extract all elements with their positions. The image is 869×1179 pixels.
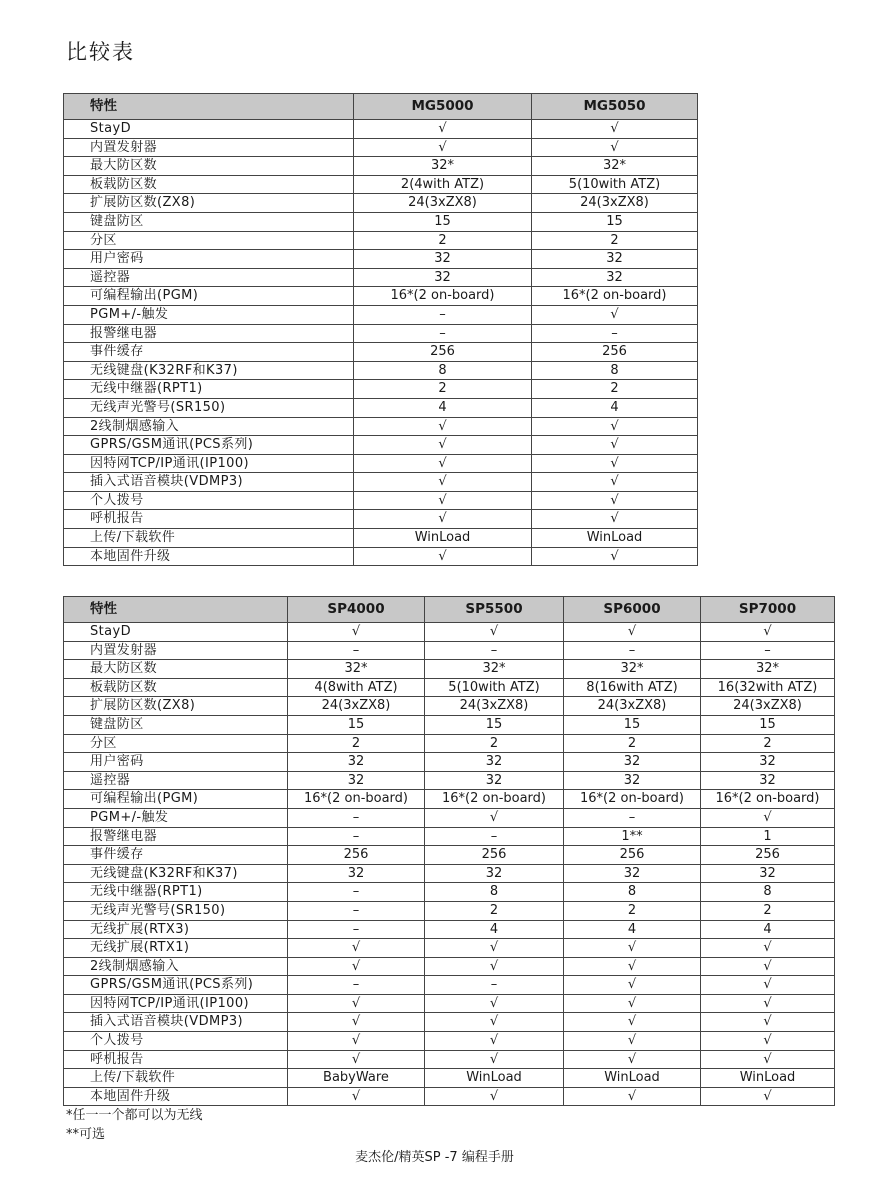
table-row xyxy=(64,1050,835,1069)
value-cell: 8 xyxy=(564,883,701,902)
table-row xyxy=(64,194,698,213)
feature-cell: 键盘防区 xyxy=(64,715,288,734)
value-cell: √ xyxy=(564,994,701,1013)
value-cell: WinLoad xyxy=(564,1069,701,1088)
value-cell: 15 xyxy=(425,715,564,734)
value-cell: √ xyxy=(425,623,564,642)
value-cell: √ xyxy=(288,994,425,1013)
feature-cell: 上传/下载软件 xyxy=(64,1069,288,1088)
value-cell: √ xyxy=(564,1087,701,1106)
feature-cell: 最大防区数 xyxy=(64,660,288,679)
feature-cell: 内置发射器 xyxy=(64,641,288,660)
value-cell: √ xyxy=(532,454,698,473)
value-cell: 16*(2 on-board) xyxy=(354,287,532,306)
value-cell: 256 xyxy=(564,846,701,865)
column-header-feature: 特性 xyxy=(64,94,354,120)
value-cell: √ xyxy=(288,1050,425,1069)
value-cell: 32 xyxy=(701,771,835,790)
table-row xyxy=(64,287,698,306)
column-header-model: SP6000 xyxy=(564,597,701,623)
table-row xyxy=(64,510,698,529)
table-row xyxy=(64,398,698,417)
column-header-model: MG5050 xyxy=(532,94,698,120)
feature-cell: 板载防区数 xyxy=(64,175,354,194)
table-row xyxy=(64,473,698,492)
value-cell: – xyxy=(288,883,425,902)
value-cell: √ xyxy=(354,473,532,492)
value-cell: 32 xyxy=(701,753,835,772)
value-cell: √ xyxy=(425,808,564,827)
feature-cell: StayD xyxy=(64,623,288,642)
value-cell: √ xyxy=(701,808,835,827)
value-cell: 2 xyxy=(425,901,564,920)
feature-cell: 用户密码 xyxy=(64,250,354,269)
table-row xyxy=(64,380,698,399)
value-cell: √ xyxy=(701,1032,835,1051)
value-cell: – xyxy=(425,976,564,995)
page-title: 比较表 xyxy=(66,40,135,64)
feature-cell: 因特网TCP/IP通讯(IP100) xyxy=(64,994,288,1013)
value-cell: √ xyxy=(701,994,835,1013)
value-cell: – xyxy=(425,827,564,846)
value-cell: 32 xyxy=(564,864,701,883)
table-row xyxy=(64,678,835,697)
column-header-model: SP5500 xyxy=(425,597,564,623)
value-cell: 16*(2 on-board) xyxy=(701,790,835,809)
value-cell: √ xyxy=(354,436,532,455)
value-cell: 2 xyxy=(701,901,835,920)
comparison-table-sp xyxy=(63,596,835,1106)
value-cell: – xyxy=(564,641,701,660)
value-cell: – xyxy=(425,641,564,660)
table-row xyxy=(64,212,698,231)
value-cell: 4 xyxy=(354,398,532,417)
feature-cell: 本地固件升级 xyxy=(64,547,354,566)
footnote: **可选 xyxy=(66,1127,106,1142)
value-cell: 32* xyxy=(354,157,532,176)
table-row xyxy=(64,138,698,157)
value-cell: √ xyxy=(532,305,698,324)
table-row xyxy=(64,343,698,362)
feature-cell: 扩展防区数(ZX8) xyxy=(64,697,288,716)
table-row xyxy=(64,120,698,139)
footnotes xyxy=(66,1106,203,1144)
value-cell: 32 xyxy=(701,864,835,883)
table-row xyxy=(64,920,835,939)
table-row xyxy=(64,491,698,510)
table-row xyxy=(64,547,698,566)
value-cell: 32 xyxy=(425,753,564,772)
value-cell: 4 xyxy=(564,920,701,939)
value-cell: √ xyxy=(701,623,835,642)
value-cell: √ xyxy=(425,1013,564,1032)
value-cell: 32* xyxy=(425,660,564,679)
table-row xyxy=(64,901,835,920)
feature-cell: 插入式语音模块(VDMP3) xyxy=(64,1013,288,1032)
value-cell: √ xyxy=(354,417,532,436)
table-row xyxy=(64,883,835,902)
value-cell: – xyxy=(532,324,698,343)
feature-cell: 本地固件升级 xyxy=(64,1087,288,1106)
table-row xyxy=(64,231,698,250)
value-cell: 32* xyxy=(701,660,835,679)
value-cell: √ xyxy=(532,417,698,436)
feature-cell: GPRS/GSM通讯(PCS系列) xyxy=(64,976,288,995)
value-cell: 32* xyxy=(532,157,698,176)
value-cell: 2 xyxy=(701,734,835,753)
value-cell: √ xyxy=(425,939,564,958)
table-row xyxy=(64,957,835,976)
table-row xyxy=(64,1013,835,1032)
value-cell: 32 xyxy=(532,268,698,287)
value-cell: √ xyxy=(564,957,701,976)
table-row xyxy=(64,753,835,772)
value-cell: 15 xyxy=(564,715,701,734)
table-row xyxy=(64,660,835,679)
value-cell: – xyxy=(564,808,701,827)
value-cell: 256 xyxy=(701,846,835,865)
column-header-model: SP4000 xyxy=(288,597,425,623)
table-row xyxy=(64,268,698,287)
comparison-table-mg xyxy=(63,93,698,566)
value-cell: √ xyxy=(354,547,532,566)
value-cell: WinLoad xyxy=(532,529,698,548)
value-cell: 32 xyxy=(564,771,701,790)
value-cell: √ xyxy=(701,957,835,976)
table-row xyxy=(64,864,835,883)
value-cell: 24(3xZX8) xyxy=(354,194,532,213)
value-cell: 15 xyxy=(532,212,698,231)
footnote: *任一一个都可以为无线 xyxy=(66,1108,203,1123)
value-cell: √ xyxy=(425,1050,564,1069)
feature-cell: 2线制烟感输入 xyxy=(64,957,288,976)
feature-cell: PGM+/-触发 xyxy=(64,305,354,324)
value-cell: – xyxy=(288,976,425,995)
feature-cell: 可编程输出(PGM) xyxy=(64,790,288,809)
value-cell: 32 xyxy=(288,753,425,772)
table-row xyxy=(64,436,698,455)
value-cell: 24(3xZX8) xyxy=(701,697,835,716)
value-cell: 8 xyxy=(701,883,835,902)
table-row xyxy=(64,846,835,865)
feature-cell: 报警继电器 xyxy=(64,324,354,343)
feature-cell: 可编程输出(PGM) xyxy=(64,287,354,306)
value-cell: √ xyxy=(532,138,698,157)
value-cell: – xyxy=(288,901,425,920)
value-cell: √ xyxy=(701,1050,835,1069)
value-cell: √ xyxy=(564,939,701,958)
value-cell: 1** xyxy=(564,827,701,846)
feature-cell: 无线中继器(RPT1) xyxy=(64,380,354,399)
value-cell: √ xyxy=(425,994,564,1013)
value-cell: √ xyxy=(288,1013,425,1032)
value-cell: √ xyxy=(532,473,698,492)
feature-cell: 呼机报告 xyxy=(64,510,354,529)
value-cell: √ xyxy=(564,1050,701,1069)
feature-cell: 无线扩展(RTX3) xyxy=(64,920,288,939)
value-cell: 5(10with ATZ) xyxy=(425,678,564,697)
value-cell: √ xyxy=(532,120,698,139)
value-cell: 2 xyxy=(532,231,698,250)
value-cell: 24(3xZX8) xyxy=(564,697,701,716)
feature-cell: 2线制烟感输入 xyxy=(64,417,354,436)
value-cell: 256 xyxy=(532,343,698,362)
table-row xyxy=(64,994,835,1013)
table-row xyxy=(64,417,698,436)
feature-cell: 事件缓存 xyxy=(64,846,288,865)
value-cell: 16*(2 on-board) xyxy=(425,790,564,809)
value-cell: 2 xyxy=(564,734,701,753)
table-row xyxy=(64,361,698,380)
value-cell: √ xyxy=(288,623,425,642)
feature-cell: 呼机报告 xyxy=(64,1050,288,1069)
feature-cell: 无线键盘(K32RF和K37) xyxy=(64,864,288,883)
feature-cell: PGM+/-触发 xyxy=(64,808,288,827)
feature-cell: StayD xyxy=(64,120,354,139)
value-cell: √ xyxy=(564,976,701,995)
value-cell: 32 xyxy=(354,268,532,287)
table-row xyxy=(64,808,835,827)
value-cell: √ xyxy=(564,1013,701,1032)
value-cell: √ xyxy=(354,120,532,139)
value-cell: – xyxy=(354,305,532,324)
value-cell: √ xyxy=(532,510,698,529)
value-cell: 4 xyxy=(701,920,835,939)
feature-cell: 无线声光警号(SR150) xyxy=(64,901,288,920)
value-cell: 32 xyxy=(564,753,701,772)
feature-cell: 个人拨号 xyxy=(64,1032,288,1051)
value-cell: 2 xyxy=(564,901,701,920)
value-cell: 2(4with ATZ) xyxy=(354,175,532,194)
value-cell: 32 xyxy=(425,864,564,883)
value-cell: √ xyxy=(425,957,564,976)
value-cell: 15 xyxy=(701,715,835,734)
column-header-model: MG5000 xyxy=(354,94,532,120)
value-cell: – xyxy=(354,324,532,343)
value-cell: 16*(2 on-board) xyxy=(288,790,425,809)
value-cell: 16*(2 on-board) xyxy=(564,790,701,809)
value-cell: √ xyxy=(701,976,835,995)
value-cell: 2 xyxy=(532,380,698,399)
value-cell: 4(8with ATZ) xyxy=(288,678,425,697)
table-row xyxy=(64,623,835,642)
value-cell: 15 xyxy=(288,715,425,734)
value-cell: √ xyxy=(532,491,698,510)
value-cell: 2 xyxy=(354,231,532,250)
feature-cell: 因特网TCP/IP通讯(IP100) xyxy=(64,454,354,473)
value-cell: √ xyxy=(354,491,532,510)
value-cell: 16(32with ATZ) xyxy=(701,678,835,697)
value-cell: WinLoad xyxy=(354,529,532,548)
value-cell: WinLoad xyxy=(701,1069,835,1088)
value-cell: BabyWare xyxy=(288,1069,425,1088)
value-cell: √ xyxy=(425,1032,564,1051)
table-row xyxy=(64,324,698,343)
value-cell: √ xyxy=(354,510,532,529)
value-cell: 8(16with ATZ) xyxy=(564,678,701,697)
feature-cell: 无线键盘(K32RF和K37) xyxy=(64,361,354,380)
value-cell: 32 xyxy=(288,864,425,883)
feature-cell: 键盘防区 xyxy=(64,212,354,231)
value-cell: √ xyxy=(564,623,701,642)
table-row xyxy=(64,250,698,269)
table-header-row xyxy=(64,597,835,623)
table-row xyxy=(64,1087,835,1106)
value-cell: – xyxy=(288,827,425,846)
value-cell: √ xyxy=(288,1032,425,1051)
feature-cell: 分区 xyxy=(64,231,354,250)
value-cell: 32 xyxy=(354,250,532,269)
value-cell: 256 xyxy=(288,846,425,865)
table-header-row xyxy=(64,94,698,120)
value-cell: 256 xyxy=(425,846,564,865)
feature-cell: 无线扩展(RTX1) xyxy=(64,939,288,958)
value-cell: √ xyxy=(288,939,425,958)
value-cell: 256 xyxy=(354,343,532,362)
feature-cell: 遥控器 xyxy=(64,268,354,287)
value-cell: √ xyxy=(701,1087,835,1106)
table-row xyxy=(64,976,835,995)
value-cell: 2 xyxy=(288,734,425,753)
page-footer: 麦杰伦/精英SP -7 编程手册 xyxy=(355,1150,514,1165)
value-cell: – xyxy=(701,641,835,660)
table-row xyxy=(64,734,835,753)
value-cell: 15 xyxy=(354,212,532,231)
column-header-feature: 特性 xyxy=(64,597,288,623)
value-cell: √ xyxy=(701,939,835,958)
feature-cell: 最大防区数 xyxy=(64,157,354,176)
value-cell: 2 xyxy=(425,734,564,753)
value-cell: √ xyxy=(532,436,698,455)
table-row xyxy=(64,827,835,846)
value-cell: √ xyxy=(288,957,425,976)
table-row xyxy=(64,939,835,958)
value-cell: 4 xyxy=(532,398,698,417)
value-cell: – xyxy=(288,641,425,660)
feature-cell: 无线中继器(RPT1) xyxy=(64,883,288,902)
table-row xyxy=(64,305,698,324)
table-row xyxy=(64,1069,835,1088)
value-cell: 2 xyxy=(354,380,532,399)
value-cell: 24(3xZX8) xyxy=(532,194,698,213)
feature-cell: 个人拨号 xyxy=(64,491,354,510)
feature-cell: GPRS/GSM通讯(PCS系列) xyxy=(64,436,354,455)
table-row xyxy=(64,790,835,809)
value-cell: 32 xyxy=(532,250,698,269)
feature-cell: 板载防区数 xyxy=(64,678,288,697)
value-cell: 5(10with ATZ) xyxy=(532,175,698,194)
feature-cell: 插入式语音模块(VDMP3) xyxy=(64,473,354,492)
value-cell: 1 xyxy=(701,827,835,846)
value-cell: 8 xyxy=(354,361,532,380)
table-row xyxy=(64,175,698,194)
feature-cell: 用户密码 xyxy=(64,753,288,772)
value-cell: √ xyxy=(532,547,698,566)
value-cell: √ xyxy=(288,1087,425,1106)
feature-cell: 内置发射器 xyxy=(64,138,354,157)
table-row xyxy=(64,697,835,716)
value-cell: 32* xyxy=(564,660,701,679)
feature-cell: 事件缓存 xyxy=(64,343,354,362)
table-row xyxy=(64,157,698,176)
value-cell: √ xyxy=(425,1087,564,1106)
feature-cell: 分区 xyxy=(64,734,288,753)
value-cell: 32 xyxy=(425,771,564,790)
feature-cell: 遥控器 xyxy=(64,771,288,790)
column-header-model: SP7000 xyxy=(701,597,835,623)
value-cell: 32* xyxy=(288,660,425,679)
value-cell: 4 xyxy=(425,920,564,939)
value-cell: √ xyxy=(701,1013,835,1032)
feature-cell: 扩展防区数(ZX8) xyxy=(64,194,354,213)
value-cell: WinLoad xyxy=(425,1069,564,1088)
value-cell: 8 xyxy=(532,361,698,380)
value-cell: 32 xyxy=(288,771,425,790)
table-row xyxy=(64,1032,835,1051)
table-row xyxy=(64,641,835,660)
value-cell: √ xyxy=(564,1032,701,1051)
value-cell: – xyxy=(288,808,425,827)
value-cell: 24(3xZX8) xyxy=(288,697,425,716)
value-cell: √ xyxy=(354,454,532,473)
feature-cell: 报警继电器 xyxy=(64,827,288,846)
feature-cell: 上传/下载软件 xyxy=(64,529,354,548)
value-cell: 24(3xZX8) xyxy=(425,697,564,716)
table-row xyxy=(64,454,698,473)
table-row xyxy=(64,771,835,790)
value-cell: – xyxy=(288,920,425,939)
value-cell: √ xyxy=(354,138,532,157)
value-cell: 8 xyxy=(425,883,564,902)
feature-cell: 无线声光警号(SR150) xyxy=(64,398,354,417)
value-cell: 16*(2 on-board) xyxy=(532,287,698,306)
table-row xyxy=(64,715,835,734)
table-row xyxy=(64,529,698,548)
